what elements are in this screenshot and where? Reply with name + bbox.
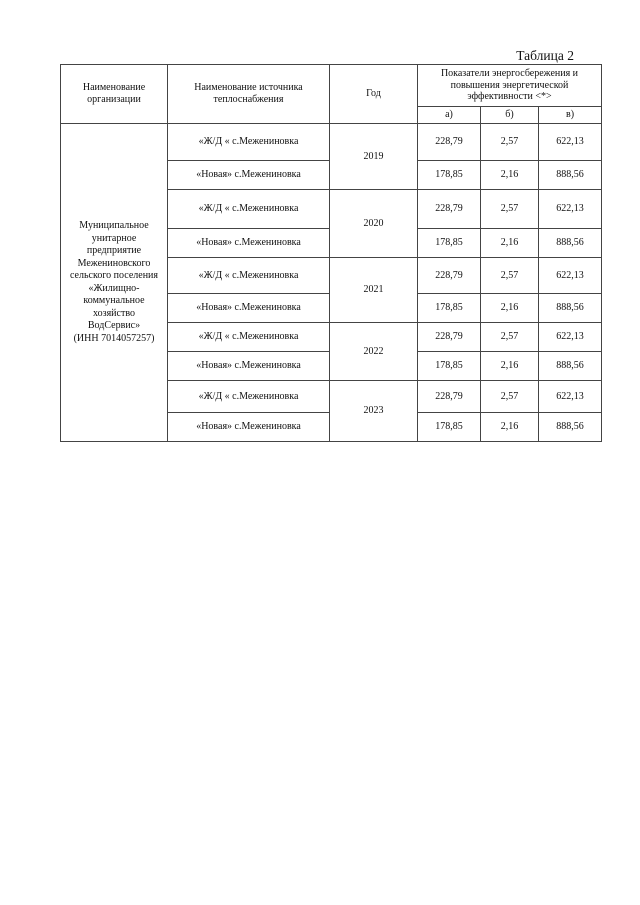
source-cell: «Ж/Д « с.Межениновка	[168, 381, 330, 413]
year-cell: 2021	[330, 258, 418, 323]
header-year: Год	[330, 65, 418, 124]
org-line: хозяйство	[93, 307, 135, 319]
value-c-cell: 622,13	[539, 124, 602, 161]
source-cell: «Новая» с.Межениновка	[168, 161, 330, 190]
year-cell: 2019	[330, 124, 418, 190]
org-line: Муниципальное	[79, 220, 149, 231]
source-cell: «Новая» с.Межениновка	[168, 413, 330, 442]
energy-efficiency-table	[60, 64, 602, 442]
value-a-cell: 228,79	[418, 124, 481, 161]
value-a-cell: 178,85	[418, 352, 481, 381]
header-indicators: Показатели энергосбережения и повышения энергетической эффективности <*>	[418, 65, 602, 107]
value-a-cell: 178,85	[418, 294, 481, 323]
value-c-cell: 888,56	[539, 161, 602, 190]
value-b-cell: 2,57	[481, 258, 539, 294]
value-a-cell: 228,79	[418, 190, 481, 229]
table-row	[61, 124, 602, 161]
value-b-cell: 2,57	[481, 124, 539, 161]
org-line: коммунальное	[83, 295, 145, 306]
value-b-cell: 2,57	[481, 323, 539, 352]
value-b-cell: 2,57	[481, 381, 539, 413]
value-c-cell: 622,13	[539, 258, 602, 294]
source-cell: «Ж/Д « с.Межениновка	[168, 124, 330, 161]
year-cell: 2022	[330, 323, 418, 381]
source-cell: «Новая» с.Межениновка	[168, 294, 330, 323]
value-a-cell: 178,85	[418, 413, 481, 442]
value-c-cell: 888,56	[539, 229, 602, 258]
source-cell: «Ж/Д « с.Межениновка	[168, 323, 330, 352]
value-c-cell: 888,56	[539, 352, 602, 381]
value-a-cell: 228,79	[418, 258, 481, 294]
org-line: Межениновского	[77, 257, 151, 269]
source-cell: «Ж/Д « с.Межениновка	[168, 258, 330, 294]
value-b-cell: 2,16	[481, 229, 539, 258]
subheader-b: б)	[481, 107, 539, 124]
header-organization: Наименование организации	[61, 65, 168, 124]
source-cell: «Новая» с.Межениновка	[168, 352, 330, 381]
value-c-cell: 622,13	[539, 381, 602, 413]
subheader-c: в)	[539, 107, 602, 124]
value-c-cell: 888,56	[539, 413, 602, 442]
table-caption: Таблица 2	[516, 48, 574, 63]
value-b-cell: 2,16	[481, 352, 539, 381]
value-b-cell: 2,16	[481, 161, 539, 190]
year-cell: 2023	[330, 381, 418, 442]
source-cell: «Новая» с.Межениновка	[168, 229, 330, 258]
value-c-cell: 888,56	[539, 294, 602, 323]
value-a-cell: 178,85	[418, 229, 481, 258]
org-line: «Жилищно-	[88, 282, 140, 294]
year-cell: 2020	[330, 190, 418, 258]
org-line: (ИНН 7014057257)	[73, 332, 155, 344]
value-c-cell: 622,13	[539, 190, 602, 229]
org-line: сельского поселения	[69, 270, 159, 281]
value-c-cell: 622,13	[539, 323, 602, 352]
org-line: ВодСервис»	[87, 320, 141, 331]
org-line: унитарное	[91, 232, 137, 244]
subheader-a: а)	[418, 107, 481, 124]
value-a-cell: 228,79	[418, 381, 481, 413]
source-cell: «Ж/Д « с.Межениновка	[168, 190, 330, 229]
value-b-cell: 2,57	[481, 190, 539, 229]
value-b-cell: 2,16	[481, 294, 539, 323]
header-source: Наименование источника теплоснабжения	[168, 65, 330, 124]
value-a-cell: 178,85	[418, 161, 481, 190]
value-b-cell: 2,16	[481, 413, 539, 442]
organization-name	[61, 124, 168, 442]
value-a-cell: 228,79	[418, 323, 481, 352]
org-line: предприятие	[86, 245, 142, 256]
